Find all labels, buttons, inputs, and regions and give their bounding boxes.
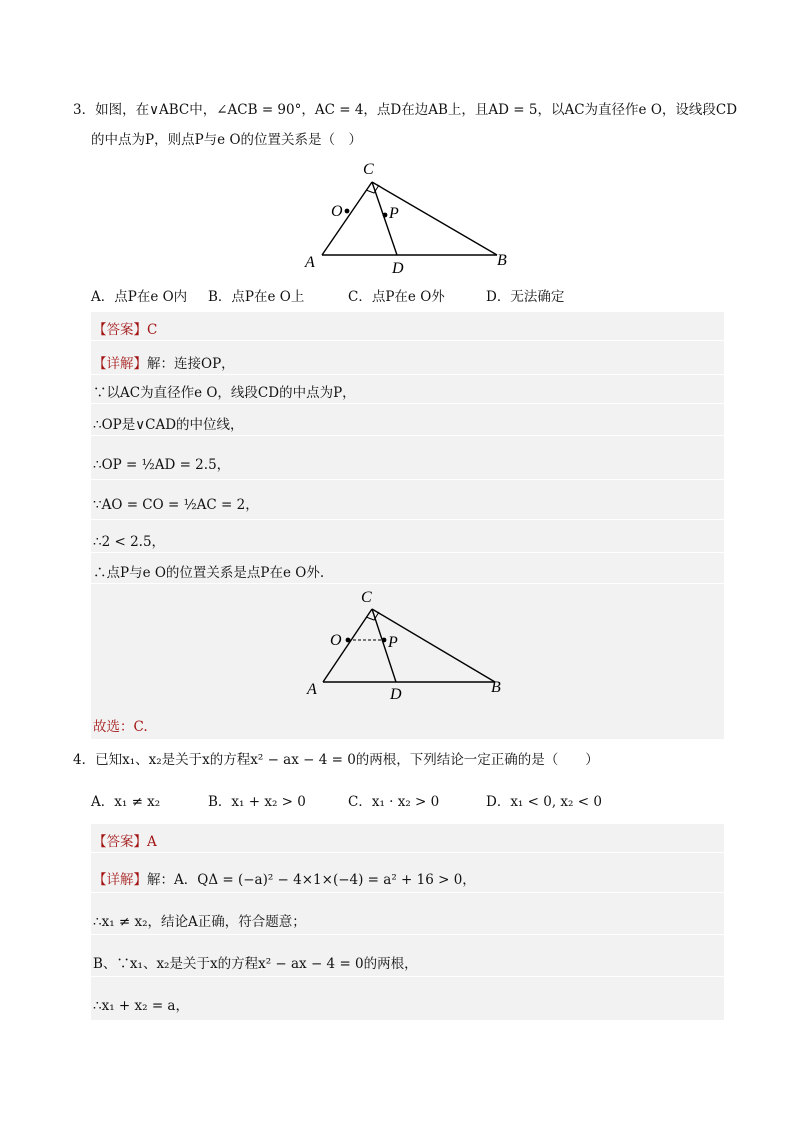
q4-option-a: A．x₁ ≠ x₂ xyxy=(91,794,161,810)
q3-triangle-figure xyxy=(300,155,520,280)
q3-detail-line-6: ∴2 < 2.5， xyxy=(93,534,166,550)
q4-stem: 4．已知x₁、x₂是关于x的方程x² − ax − 4 = 0的两根，下列结论一定正确的是（ ） xyxy=(73,752,599,768)
q3-detail-line-4: ∴OP = ½AD = 2.5， xyxy=(93,457,231,473)
sol-label-o: O xyxy=(330,632,342,649)
label-b: B xyxy=(497,252,507,269)
q3-choice: 故选：C. xyxy=(93,719,148,735)
q3-detail-line-2: ∵以AC为直径作e O，线段CD的中点为P， xyxy=(93,385,356,401)
label-a: A xyxy=(305,254,315,271)
q3-detail-line-3: ∴OP是∨CAD的中位线， xyxy=(93,417,244,433)
q4-detail-line-3: B、∵x₁、x₂是关于x的方程x² − ax − 4 = 0的两根， xyxy=(93,956,418,972)
label-o: O xyxy=(331,203,343,220)
q3-option-b: B．点P在e O上 xyxy=(208,289,305,305)
q4-detail-line-4: ∴x₁ + x₂ = a， xyxy=(93,998,189,1014)
sol-label-b: B xyxy=(491,679,501,696)
q3-answer: 【答案】C xyxy=(93,322,158,338)
q4-answer: 【答案】A xyxy=(93,834,157,850)
q4-option-b: B．x₁ + x₂ > 0 xyxy=(208,794,306,810)
sol-label-d: D xyxy=(390,686,402,703)
q3-option-c: C．点P在e O外 xyxy=(348,289,445,305)
q4-detail-label: 【详解】 xyxy=(93,872,147,888)
sol-label-a: A xyxy=(307,681,317,698)
q4-answer-block xyxy=(91,824,724,1020)
sol-label-c: C xyxy=(361,589,372,606)
q3-detail-line-1: 解：连接OP， xyxy=(147,356,235,372)
label-p: P xyxy=(389,205,399,222)
q3-answer-block xyxy=(91,312,724,739)
sol-label-p: P xyxy=(388,634,398,651)
q4-option-d: D．x₁ < 0, x₂ < 0 xyxy=(486,794,602,810)
q3-stem-line2: 的中点为P，则点P与e O的位置关系是（ ） xyxy=(91,132,363,148)
label-d: D xyxy=(392,260,404,277)
q4-option-c: C．x₁ · x₂ > 0 xyxy=(348,794,440,810)
q3-detail-line-7: ∴点P与e O的位置关系是点P在e O外. xyxy=(93,565,325,581)
q4-detail-line-2: ∴x₁ ≠ x₂，结论A正确，符合题意； xyxy=(93,914,306,930)
q3-option-d: D．无法确定 xyxy=(486,289,565,305)
q3-stem-line1: 3．如图，在∨ABC中，∠ACB = 90°，AC = 4，点D在边AB上，且AD = 5，以AC为直径作e O，设线段CD xyxy=(73,102,738,118)
q3-detail-line-5: ∵AO = CO = ½AC = 2， xyxy=(93,497,259,513)
q3-solution-figure xyxy=(301,588,521,706)
q4-detail-line-1: 解：A．QΔ = (−a)² − 4×1×(−4) = a² + 16 > 0， xyxy=(147,872,476,888)
q3-option-a: A．点P在e O内 xyxy=(91,289,188,305)
label-c: C xyxy=(363,161,374,178)
q3-detail-label: 【详解】 xyxy=(93,356,147,372)
